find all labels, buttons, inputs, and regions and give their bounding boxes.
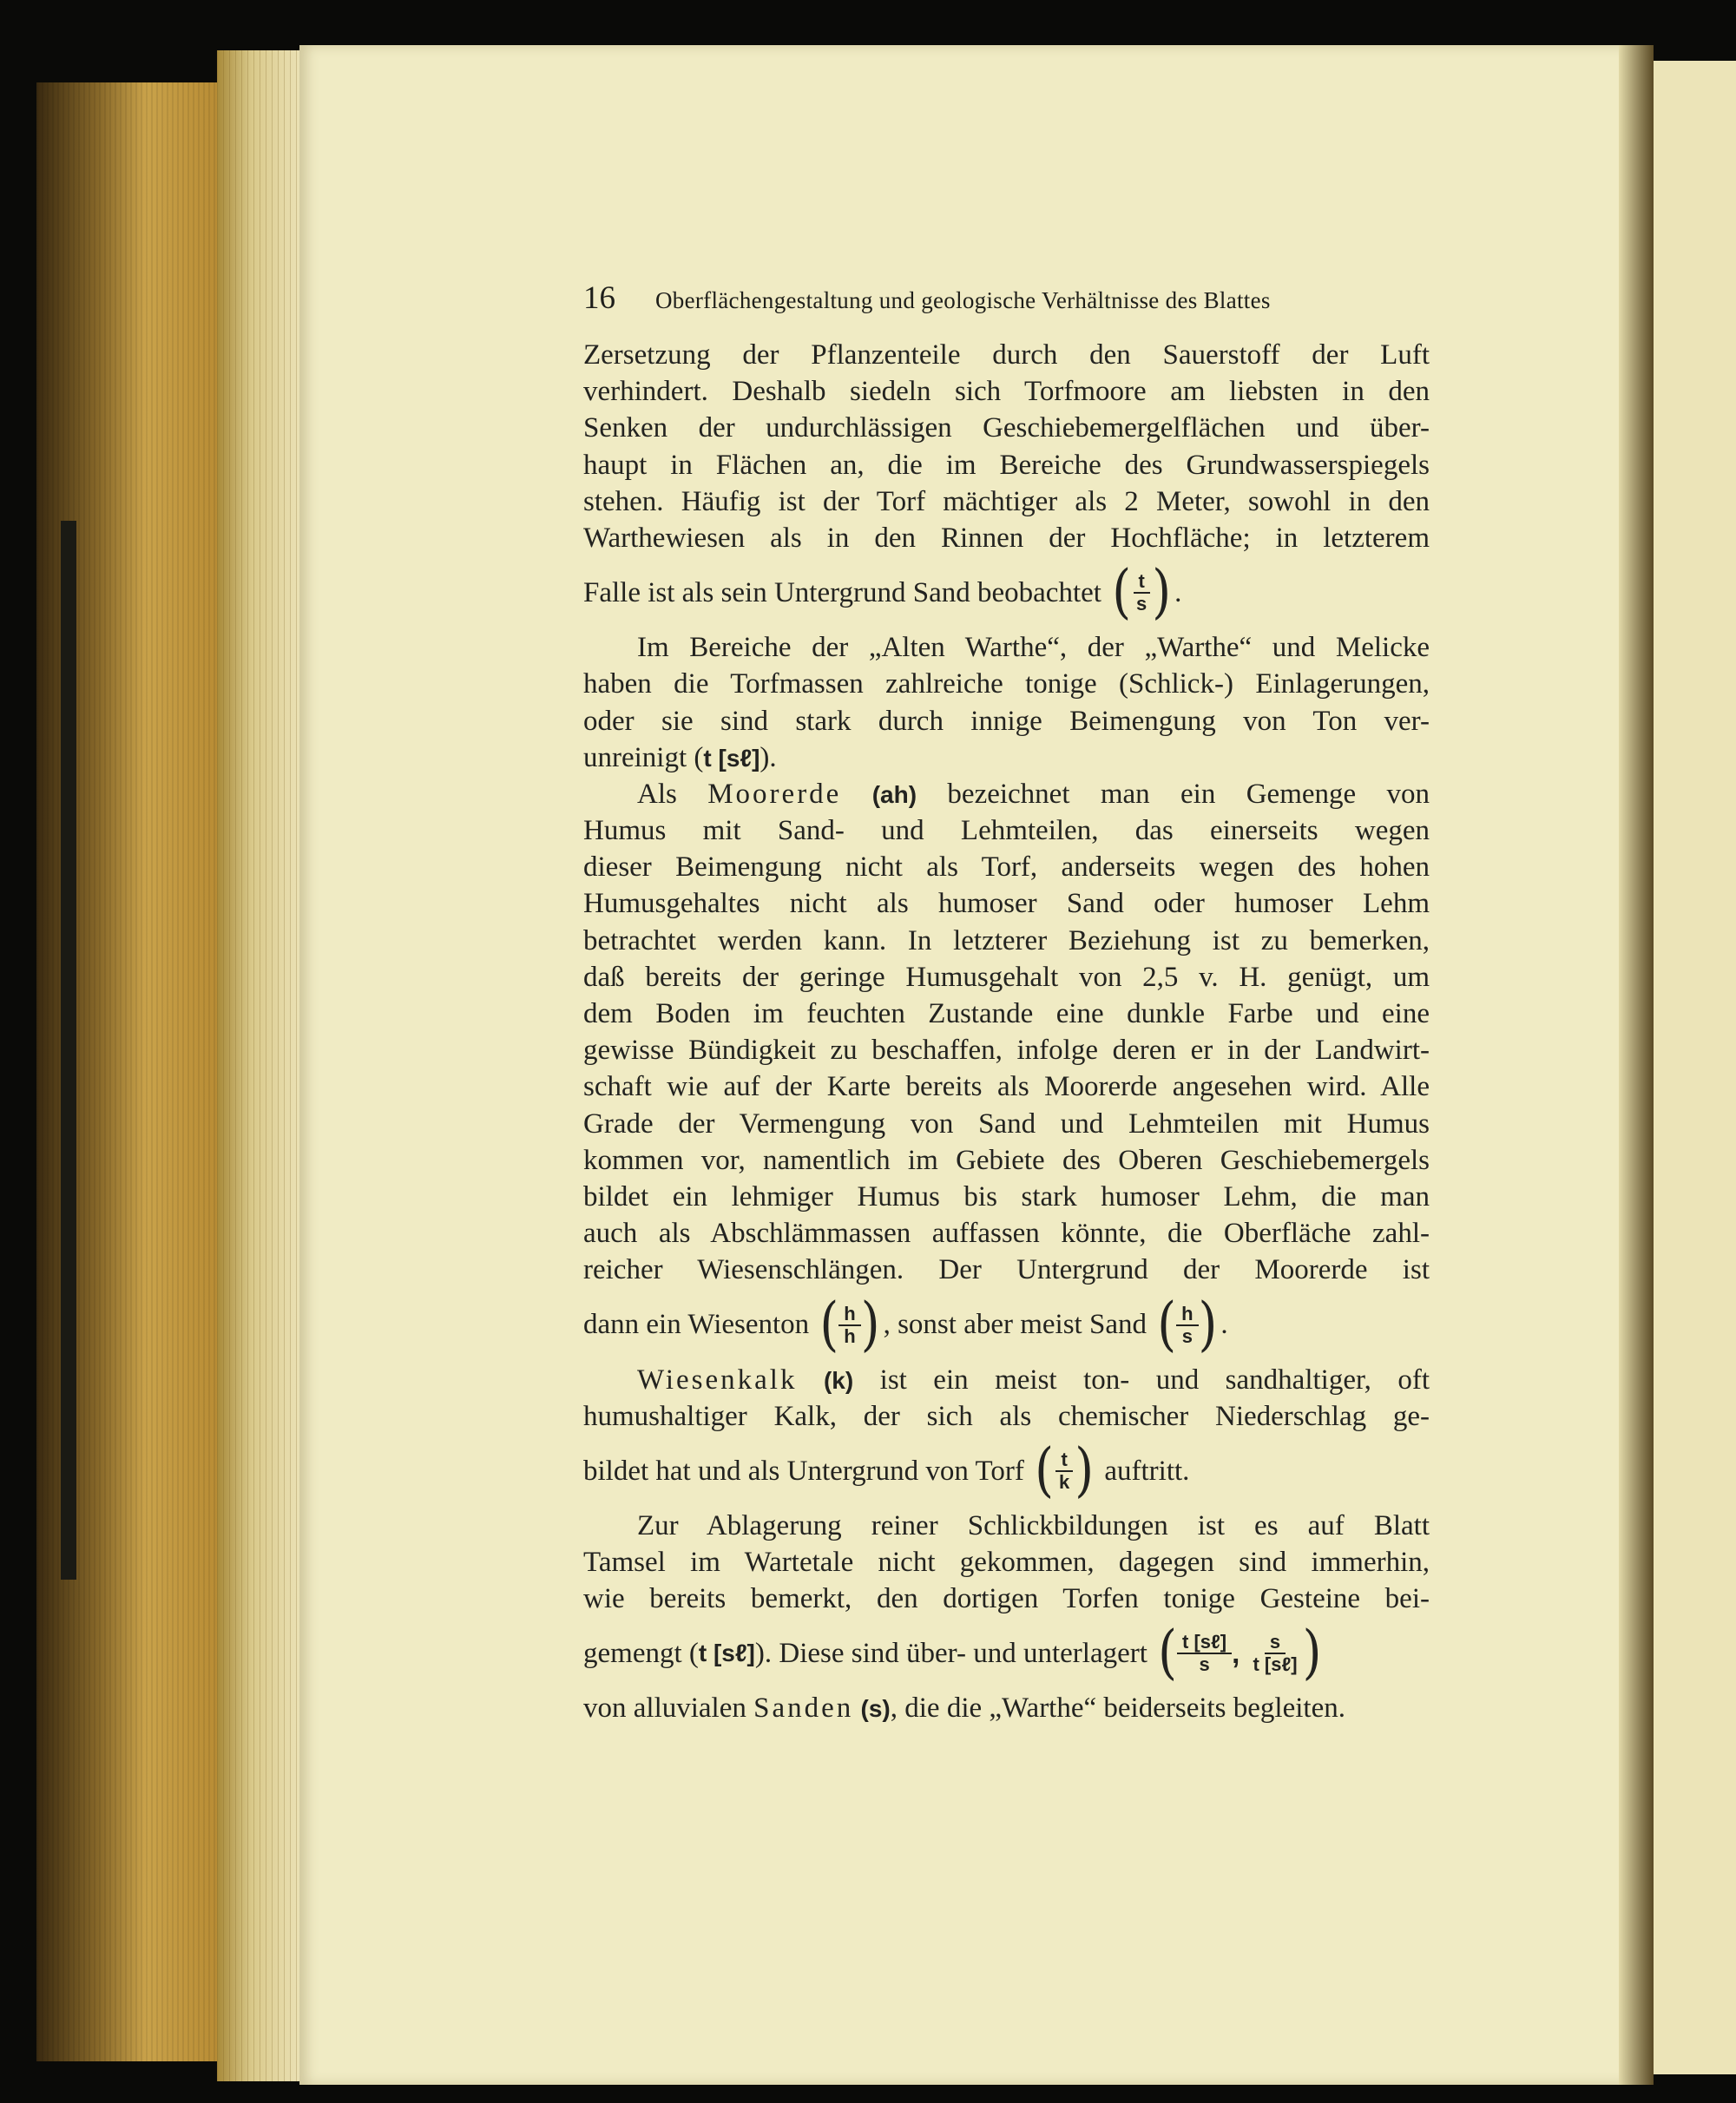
text-line-with-fraction xyxy=(583,1617,1430,1690)
text-segment: , die die „Warthe“ beiderseits begleiten. xyxy=(890,1692,1345,1725)
fraction-stack xyxy=(838,1304,860,1347)
map-symbol: (s) xyxy=(860,1695,891,1723)
text-segment: Falle ist als sein Untergrund Sand beobachtet xyxy=(583,577,1101,609)
text-segment: bildet hat und als Untergrund von Torf xyxy=(583,1455,1024,1487)
text-segment: ist ein meist ton- und sandhaltiger, oft xyxy=(879,1364,1430,1396)
fraction-denominator: k xyxy=(1059,1470,1070,1493)
text-line xyxy=(583,1362,1430,1398)
text-line: Tamsel im Wartetale nicht gekommen, dagegen sind immerhin, xyxy=(583,1547,1430,1579)
fraction-numerator: t [sℓ] xyxy=(1177,1632,1232,1654)
fraction-numerator: s xyxy=(1265,1632,1286,1654)
fraction-h-over-h xyxy=(819,1290,880,1358)
map-symbol: (k) xyxy=(823,1366,854,1394)
text-line: schaft wie auf der Karte bereits als Moorerde angesehen wird. Alle xyxy=(583,1071,1430,1103)
paren-close: ) xyxy=(1075,1436,1095,1505)
text-line xyxy=(583,1690,1430,1726)
text-segment: Als xyxy=(637,778,677,810)
fraction-denominator: s xyxy=(1181,1324,1193,1347)
text-line: kommen vor, namentlich im Gebiete des Oberen Geschiebemergels xyxy=(583,1144,1430,1176)
comma-separator: , xyxy=(1232,1637,1248,1670)
text-line: wie bereits bemerkt, den dortigen Torfen tonige Gesteine bei- xyxy=(583,1583,1430,1615)
text-line: gewisse Bündigkeit zu beschaffen, infolge deren er in der Landwirt- xyxy=(583,1035,1430,1067)
text-line: humushaltiger Kalk, der sich als chemischer Niederschlag ge- xyxy=(583,1400,1430,1432)
text-line: bildet ein lehmiger Humus bis stark humoser Lehm, die man xyxy=(583,1180,1430,1213)
fraction-denominator: s xyxy=(1199,1653,1210,1676)
text-segment: unreinigt ( xyxy=(583,741,704,773)
text-line: Senken der undurchlässigen Geschiebemergelflächen und über- xyxy=(583,412,1430,444)
text-line: dem Boden im feuchten Zustande eine dunkle Farbe und eine xyxy=(583,998,1430,1029)
paren-close: ) xyxy=(1152,558,1172,627)
text-line xyxy=(583,739,1430,776)
term-wiesenkalk: Wiesenkalk xyxy=(637,1364,798,1396)
paren-close: ) xyxy=(860,1290,880,1358)
facing-page-sliver xyxy=(1654,61,1736,2074)
text-segment: , sonst aber meist Sand xyxy=(883,1309,1147,1341)
paren-close: ) xyxy=(1302,1619,1322,1687)
fraction-denominator: h xyxy=(844,1324,856,1347)
map-symbol: (ah) xyxy=(871,780,917,808)
fraction-numerator: t xyxy=(1134,571,1150,594)
map-symbol: t [sℓ] xyxy=(703,744,760,772)
fraction-numerator: h xyxy=(838,1304,860,1326)
fraction-stack xyxy=(1247,1632,1302,1675)
text-line: dieser Beimengung nicht als Torf, anderseits wegen des hohen xyxy=(583,851,1430,884)
stacked-pages-texture xyxy=(217,50,304,2081)
map-symbol: t [sℓ] xyxy=(698,1640,755,1667)
page-header xyxy=(583,279,1443,323)
fraction-pair xyxy=(1158,1619,1322,1687)
text-line-with-fraction: dann ein Wiesenton ( $\frac{h}{h}$ ) , sonst aber meist Sand ( $\frac{h}{s}$ ) . xyxy=(583,1290,1228,1358)
paren-open: ( xyxy=(1035,1436,1054,1505)
text-segment: bezeichnet man ein Gemenge von xyxy=(947,778,1430,810)
text-segment: ). Diese sind über- und unterlagert xyxy=(754,1638,1147,1670)
paren-open: ( xyxy=(1158,1619,1178,1687)
text-segment: auftritt. xyxy=(1104,1455,1190,1487)
text-line: Humusgehaltes nicht als humoser Sand oder humoser Lehm xyxy=(583,888,1430,920)
text-line: daß bereits der geringe Humusgehalt von 2,5 v. H. genügt, um xyxy=(583,961,1430,993)
term-moorerde: Moorerde xyxy=(707,778,842,810)
fraction-stack xyxy=(1131,571,1152,614)
fraction-t-over-s xyxy=(1112,558,1172,627)
text-line-with-fraction xyxy=(583,1435,1430,1508)
body-text xyxy=(583,337,1430,1727)
term-sanden: Sanden xyxy=(753,1692,854,1725)
paren-open: ( xyxy=(819,1290,839,1358)
text-line: verhindert. Deshalb siedeln sich Torfmoore am liebsten in den xyxy=(583,376,1430,408)
text-segment: dann ein Wiesenton xyxy=(583,1309,810,1341)
text-segment: gemengt ( xyxy=(583,1638,699,1670)
text-line: haben die Torfmassen zahlreiche tonige (Schlick-) Einlagerungen, xyxy=(583,668,1430,700)
text-line: Warthewiesen als in den Rinnen der Hochfläche; in letzterem xyxy=(583,522,1430,554)
page-number: 16 xyxy=(583,280,615,316)
cover-shadow xyxy=(61,521,76,1580)
text-line: Humus mit Sand- und Lehmteilen, das einerseits wegen xyxy=(583,815,1430,847)
text-line xyxy=(583,776,1430,812)
text-segment: von alluvialen xyxy=(583,1692,746,1725)
page-gutter xyxy=(1619,45,1654,2085)
running-title: Oberflächengestaltung und geologische Verhältnisse des Blattes xyxy=(655,287,1271,313)
fraction-h-over-s xyxy=(1157,1290,1218,1358)
text-line: Grade der Vermengung von Sand und Lehmteilen mit Humus xyxy=(583,1107,1430,1140)
fraction-numerator: h xyxy=(1176,1304,1198,1326)
fraction-stack xyxy=(1177,1632,1232,1675)
fraction-denominator: t [sℓ] xyxy=(1253,1653,1298,1676)
text-line: betrachtet werden kann. In letzterer Beziehung ist zu bemerken, xyxy=(583,924,1430,956)
text-line: Zersetzung der Pflanzenteile durch den Sauerstoff der Luft xyxy=(583,339,1430,371)
text-line: haupt in Flächen an, die im Bereiche des Grundwasserspiegels xyxy=(583,449,1430,481)
paren-open: ( xyxy=(1112,558,1132,627)
text-line: reicher Wiesenschlängen. Der Untergrund der Moorerde ist xyxy=(583,1254,1430,1286)
fraction-t-over-k xyxy=(1035,1436,1095,1505)
text-line-with-fraction: Falle ist als sein Untergrund Sand beobachtet ( $\frac{t}{s}$ ) . xyxy=(583,558,1182,627)
paren-close: ) xyxy=(1198,1290,1218,1358)
fraction-numerator: t xyxy=(1055,1449,1072,1472)
text-line: auch als Abschlämmassen auffassen könnte, die Oberfläche zahl- xyxy=(583,1218,1430,1250)
paren-open: ( xyxy=(1157,1290,1177,1358)
stacked-pages xyxy=(217,50,304,2081)
text-segment: ). xyxy=(760,741,777,773)
fraction-stack xyxy=(1054,1449,1075,1493)
text-line: Im Bereiche der „Alten Warthe“, der „Warthe“ und Melicke xyxy=(637,632,1430,664)
text-line: Zur Ablagerung reiner Schlickbildungen ist es auf Blatt xyxy=(637,1509,1430,1541)
fraction-denominator: s xyxy=(1136,593,1147,615)
text-line: stehen. Häufig ist der Torf mächtiger als 2 Meter, sowohl in den xyxy=(583,485,1430,517)
fraction-stack xyxy=(1176,1304,1198,1347)
text-line: oder sie sind stark durch innige Beimengung von Ton ver- xyxy=(583,705,1430,737)
